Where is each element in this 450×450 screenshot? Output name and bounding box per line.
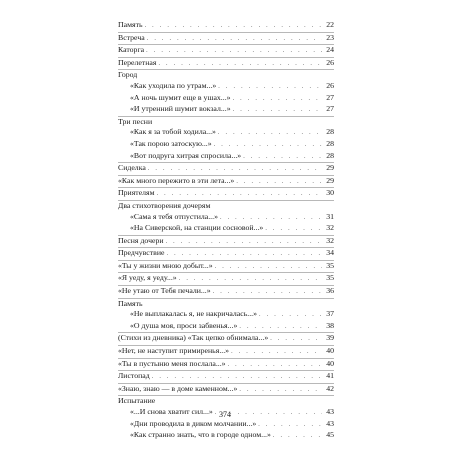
toc-entry [118, 384, 334, 396]
dot-leader [145, 21, 322, 32]
toc-entry [118, 212, 334, 224]
dot-leader [220, 213, 322, 224]
toc-entry-title: Память [118, 20, 143, 29]
toc-entry [118, 286, 334, 298]
toc-entry-title: Память [118, 298, 143, 308]
toc-entry-title: «О душа моя, проси забвенья...» [130, 320, 238, 330]
dot-leader [167, 249, 323, 260]
toc-entry-page: 27 [326, 104, 334, 114]
toc-entry-page: 43 [326, 418, 334, 428]
dot-leader [166, 237, 322, 248]
toc-entry-page: 38 [326, 320, 334, 330]
toc-entry-title: «Знаю, знаю — в доме каменном...» [118, 383, 238, 393]
toc-entry-title: «Как уходила по утрам...» [130, 80, 217, 90]
toc-entry [118, 321, 334, 333]
dot-leader [157, 189, 322, 200]
dot-leader [146, 46, 322, 57]
toc-entry-title: «Ты в пустыню меня послала...» [118, 358, 226, 368]
toc-entry [118, 151, 334, 163]
toc-entry-title: «Так порою затоскую...» [130, 138, 212, 148]
dot-leader [158, 59, 322, 70]
toc-entry-page: 29 [326, 163, 334, 173]
table-of-contents [118, 20, 334, 442]
toc-entry [118, 139, 334, 151]
toc-entry [118, 430, 334, 442]
toc-entry [118, 127, 334, 139]
toc-entry [118, 176, 334, 188]
toc-entry-page: 42 [326, 383, 334, 393]
toc-entry-title: Листопад [118, 371, 150, 381]
toc-entry-title: Два стихотворения дочерям [118, 200, 211, 210]
dot-leader [214, 140, 322, 151]
toc-entry-title: «Как странно знать, что в городе одном...» [130, 430, 271, 440]
toc-section-heading [118, 70, 334, 81]
toc-entry [118, 33, 334, 45]
dot-leader [259, 310, 322, 321]
dot-leader [270, 334, 322, 345]
toc-entry-page: 26 [326, 80, 334, 90]
toc-entry [118, 93, 334, 105]
toc-entry-page: 28 [326, 127, 334, 137]
dot-leader [265, 224, 322, 235]
toc-entry [118, 346, 334, 358]
page-number: 374 [219, 410, 231, 419]
toc-entry-page: 30 [326, 188, 334, 198]
toc-entry-title: Встреча [118, 32, 145, 42]
toc-entry [118, 163, 334, 175]
toc-entry-page: 40 [326, 358, 334, 368]
toc-entry-page: 35 [326, 273, 334, 283]
toc-entry-page: 45 [326, 430, 334, 440]
toc-entry [118, 236, 334, 248]
dot-leader [218, 128, 322, 139]
dot-leader [231, 347, 322, 358]
toc-entry-page: 29 [326, 175, 334, 185]
toc-entry [118, 104, 334, 116]
toc-entry-page: 37 [326, 309, 334, 319]
toc-entry-page: 27 [326, 92, 334, 102]
toc-entry-title: (Стихи из дневника) «Так цепко обнимала...» [118, 333, 269, 343]
toc-entry-page: 39 [326, 333, 334, 343]
toc-entry-title: Город [118, 70, 138, 80]
toc-section-heading [118, 299, 334, 310]
toc-entry-title: «Дни проводила в диком молчании...» [130, 418, 257, 428]
dot-leader [258, 420, 322, 431]
toc-entry-title: Предчувствие [118, 248, 165, 258]
toc-entry-title: «Как я за тобой ходила...» [130, 127, 216, 137]
dot-leader [239, 322, 322, 333]
toc-entry-page: 24 [326, 45, 334, 55]
toc-entry-title: Испытание [118, 396, 156, 406]
toc-entry-page: 43 [326, 407, 334, 416]
dot-leader [215, 262, 322, 273]
dot-leader [239, 385, 322, 396]
dot-leader [243, 152, 322, 163]
dot-leader [213, 287, 322, 298]
toc-entry-title: «А ночь шумит еще в ушах...» [130, 92, 231, 102]
toc-entry-title: «Не утаю от Тебя печали...» [118, 286, 211, 296]
toc-entry [118, 45, 334, 57]
toc-entry [118, 248, 334, 260]
toc-entry [118, 188, 334, 200]
toc-entry [118, 359, 334, 371]
toc-section-heading [118, 396, 334, 407]
toc-entry-page: 32 [326, 223, 334, 233]
dot-leader [218, 82, 322, 93]
dot-leader [273, 431, 322, 442]
toc-entry-page: 35 [326, 260, 334, 270]
toc-entry-title: «Я уеду, я уеду...» [118, 273, 177, 283]
toc-entry-page: 22 [326, 20, 334, 29]
dot-leader [233, 94, 322, 105]
dot-leader [236, 177, 322, 188]
dot-leader [228, 360, 322, 371]
toc-section-heading [118, 117, 334, 128]
toc-entry-title: «Как много пережито в эти лета...» [118, 175, 235, 185]
toc-entry-title: «Не выплакалась я, не накричалась...» [130, 309, 258, 319]
toc-entry-title: Перелетная [118, 57, 157, 67]
toc-entry-page: 40 [326, 346, 334, 356]
toc-entry [118, 261, 334, 273]
dot-leader [152, 372, 322, 383]
toc-entry [118, 20, 334, 32]
toc-entry [118, 309, 334, 321]
toc-entry-page: 32 [326, 235, 334, 245]
toc-entry-page: 23 [326, 32, 334, 42]
toc-entry-title: «На Сиверской, на станции сосновой...» [130, 223, 264, 233]
toc-entry-page: 36 [326, 286, 334, 296]
toc-section-heading [118, 201, 334, 212]
toc-entry-page: 34 [326, 248, 334, 258]
toc-entry-title: Приятелям [118, 188, 155, 198]
toc-entry [118, 371, 334, 383]
toc-entry [118, 333, 334, 345]
toc-entry [118, 273, 334, 285]
toc-entry-title: Песня дочери [118, 235, 164, 245]
toc-entry-page: 28 [326, 150, 334, 160]
toc-entry-title: «Сама я тебя отпустила...» [130, 211, 218, 221]
toc-entry [118, 81, 334, 93]
toc-entry-page: 41 [326, 371, 334, 381]
dot-leader [233, 105, 322, 116]
toc-entry [118, 223, 334, 235]
dot-leader [179, 274, 322, 285]
toc-entry-title: Три песни [118, 116, 153, 126]
toc-entry-title: Сиделка [118, 163, 146, 173]
toc-entry-title: Каторга [118, 45, 145, 55]
toc-entry-title: «Ты у жизни мною добыт...» [118, 260, 213, 270]
dot-leader [148, 164, 322, 175]
toc-entry-page: 26 [326, 57, 334, 67]
toc-entry [118, 419, 334, 431]
toc-entry-title: «И утренний шумит вокзал...» [130, 104, 231, 114]
toc-entry [118, 58, 334, 70]
toc-entry-title: «...И снова хватит сил...» [130, 407, 213, 416]
toc-entry-title: «Нет, не наступит примиренья...» [118, 346, 230, 356]
toc-entry-title: «Вот подруга хитрая спросила...» [130, 150, 242, 160]
toc-entry-page: 28 [326, 138, 334, 148]
dot-leader [147, 34, 322, 45]
toc-entry-page: 31 [326, 211, 334, 221]
